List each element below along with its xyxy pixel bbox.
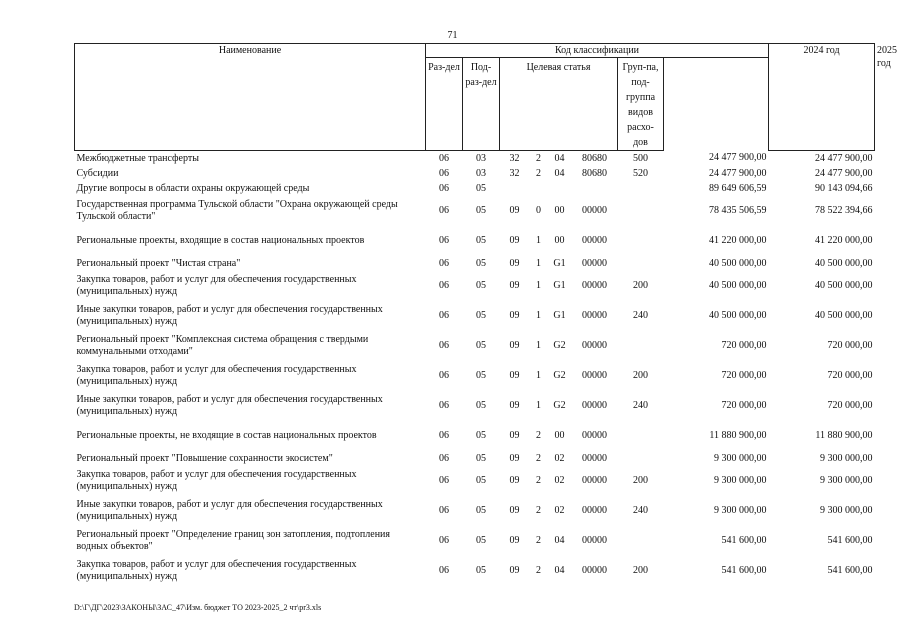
row-target-code xyxy=(572,181,618,196)
row-razdel: 06 xyxy=(439,340,449,351)
row-amount-2024: 11 880 900,00 xyxy=(709,430,767,441)
row-amount-2025: 720 000,00 xyxy=(827,400,873,411)
row-target-subprogram: 1 xyxy=(536,235,541,246)
row-target-program: 09 xyxy=(509,257,520,269)
row-name: Закупка товаров, работ и услуг для обеспечения государственных (муниципальных) нужд xyxy=(76,364,357,387)
row-amount-2024: 541 600,00 xyxy=(721,565,767,576)
row-target-event: G2 xyxy=(553,400,566,411)
row-name: Закупка товаров, работ и услуг для обеспечения государственных (муниципальных) нужд xyxy=(76,274,357,297)
row-target-code: 00000 xyxy=(582,452,607,464)
row-target-subprogram: 2 xyxy=(536,505,541,516)
table-row xyxy=(75,181,875,196)
row-podrazdel: 05 xyxy=(476,340,486,351)
row-podrazdel: 05 xyxy=(476,310,486,321)
row-target-subprogram xyxy=(530,181,548,196)
row-target-program: 09 xyxy=(509,310,520,321)
row-razdel: 06 xyxy=(439,182,449,194)
row-name: Иные закупки товаров, работ и услуг для обеспечения государственных (муниципальных) нужд xyxy=(76,304,383,327)
row-razdel: 06 xyxy=(439,205,449,216)
row-amount-2025: 9 300 000,00 xyxy=(820,452,873,464)
row-podrazdel: 05 xyxy=(476,430,486,441)
row-amount-2024: 9 300 000,00 xyxy=(714,452,767,464)
row-amount-2025: 541 600,00 xyxy=(827,565,873,576)
table-body xyxy=(75,151,875,587)
row-amount-2024: 24 477 900,00 xyxy=(709,152,767,164)
row-expense-group xyxy=(618,421,664,451)
row-razdel: 06 xyxy=(439,235,449,246)
row-target-subprogram: 1 xyxy=(536,257,541,269)
header-name: Наименование xyxy=(75,44,426,151)
row-name: Закупка товаров, работ и услуг для обеспечения государственных (муниципальных) нужд xyxy=(76,469,357,492)
row-target-event xyxy=(548,181,572,196)
row-target-program: 09 xyxy=(509,452,520,464)
table-row xyxy=(75,166,875,181)
row-expense-group: 200 xyxy=(633,475,648,486)
row-target-event: 00 xyxy=(554,235,565,246)
row-amount-2025: 720 000,00 xyxy=(827,340,873,351)
page-number: 71 xyxy=(447,30,458,41)
row-target-program: 09 xyxy=(509,430,520,441)
row-name: Государственная программа Тульской области "Охрана окружающей среды Тульской области" xyxy=(76,199,398,222)
file-path-footer: D:\Г\ДГ\2023\ЗАКОНЫ\ЗАС_47\Изм. бюджет ТО 2023-2025_2 чт\pr3.xls xyxy=(74,603,322,612)
budget-table: Наименование Код классификации 2024 год 2025 год Раз-дел Под-раз-дел Целевая статья Груп-па, под-группа видов расхо-дов Межбюджетные трансферты 06 03 32 2 04 80680 500 24 477 900,00 24 477 900,00 Субсидии 06 03 32 2 04 80680 520 24 477 900,00 24 477 900,00 Другие вопросы в области охраны окружающей среды 06 05 89 649 606,59 90 143 094,66 Государственная программа Тульской области "Охрана окружающей среды Тульской области" 06 05 09 0 00 00000 78 435 506,59 78 522 394,66 Региональные проекты, входящие в состав национальных проектов 06 05 09 1 00 00000 41 220 000,00 41 220 000,00 Региональный проект "Чистая страна" 06 05 09 1 G1 00000 40 500 000,00 40 500 000,00 Закупка товаров, работ и услуг для обеспечения государственных (муниципальных) нужд 06 05 09 1 G1 00000 200 40 500 000,00 40 500 000,00 Иные закупки товаров, работ и услуг для обеспечения государственных (муниципальных) нужд 06 05 09 1 G1 00000 240 40 500 000,00 40 500 000,00 Региональный проект "Комплексная система обращения с твердыми коммунальными отходами" 06 05 09 1 G2 00000 720 000,00 720 000,00 Закупка товаров, работ и услуг для обеспечения государственных (муниципальных) нужд 06 05 09 1 G2 00000 200 720 000,00 720 000,00 Иные закупки товаров, работ и услуг для обеспечения государственных (муниципальных) нужд 06 05 09 1 G2 00000 240 720 000,00 720 000,00 Региональные проекты, не входящие в состав национальных проектов 06 05 09 2 00 00000 11 880 900,00 11 880 900,00 Региональный проект "Повышение сохранности экосистем" 06 05 09 2 02 00000 9 300 000,00 9 300 000,00 Закупка товаров, работ и услуг для обеспечения государственных (муниципальных) нужд 06 05 09 2 02 00000 200 9 300 000,00 9 300 000,00 Иные закупки товаров, работ и услуг для обеспечения государственных (муниципальных) нужд 06 05 09 2 02 00000 240 9 300 000,00 9 300 000,00 Региональный проект "Определение границ зон затопления, подтопления водных объектов" 06 05 09 2 04 00000 541 600,00 541 600,00 Закупка товаров, работ и услуг для обеспечения государственных (муниципальных) нужд 06 05 09 2 04 00000 200 541 600,00 541 600,00 xyxy=(74,43,875,586)
row-target-code: 00000 xyxy=(582,430,607,441)
table-row xyxy=(75,466,875,496)
row-name: Региональный проект "Повышение сохранности экосистем" xyxy=(76,452,333,464)
row-target-program: 09 xyxy=(509,535,520,546)
row-amount-2024: 720 000,00 xyxy=(721,400,767,411)
row-podrazdel: 05 xyxy=(476,182,486,194)
row-target-code: 00000 xyxy=(582,370,607,381)
row-amount-2025: 40 500 000,00 xyxy=(815,310,873,321)
row-target-code: 80680 xyxy=(582,152,607,164)
row-target-code: 00000 xyxy=(582,475,607,486)
header-podrazdel: Под-раз-дел xyxy=(463,58,500,151)
row-target-subprogram: 2 xyxy=(536,167,541,179)
row-amount-2025: 24 477 900,00 xyxy=(815,167,873,179)
row-name: Субсидии xyxy=(76,167,119,179)
row-target-subprogram: 2 xyxy=(536,475,541,486)
row-target-code: 00000 xyxy=(582,310,607,321)
table-row xyxy=(75,196,875,226)
row-expense-group: 200 xyxy=(633,565,648,576)
row-expense-group xyxy=(618,196,664,226)
row-name: Региональный проект "Определение границ зон затопления, подтопления водных объектов" xyxy=(76,529,391,552)
row-razdel: 06 xyxy=(439,452,449,464)
row-target-subprogram: 1 xyxy=(536,370,541,381)
row-amount-2025: 720 000,00 xyxy=(827,370,873,381)
row-expense-group: 500 xyxy=(633,152,648,164)
row-target-subprogram: 1 xyxy=(536,310,541,321)
row-target-code: 80680 xyxy=(582,167,607,179)
table-row xyxy=(75,271,875,301)
row-podrazdel: 05 xyxy=(476,475,486,486)
row-razdel: 06 xyxy=(439,505,449,516)
row-expense-group: 240 xyxy=(633,310,648,321)
row-target-program: 09 xyxy=(509,235,520,246)
row-target-subprogram: 1 xyxy=(536,400,541,411)
row-target-subprogram: 2 xyxy=(536,430,541,441)
row-podrazdel: 05 xyxy=(476,235,486,246)
row-amount-2025: 78 522 394,66 xyxy=(815,205,873,216)
row-name: Региональный проект "Комплексная система обращения с твердыми коммунальными отходами" xyxy=(76,334,369,357)
row-amount-2024: 541 600,00 xyxy=(721,535,767,546)
row-target-subprogram: 0 xyxy=(536,205,541,216)
row-name: Региональные проекты, не входящие в состав национальных проектов xyxy=(76,430,377,441)
row-name: Другие вопросы в области охраны окружающей среды xyxy=(76,182,310,194)
row-amount-2024: 40 500 000,00 xyxy=(709,310,767,321)
row-podrazdel: 05 xyxy=(476,452,486,464)
row-podrazdel: 05 xyxy=(476,370,486,381)
row-target-code: 00000 xyxy=(582,565,607,576)
row-target-program: 09 xyxy=(509,340,520,351)
row-razdel: 06 xyxy=(439,430,449,441)
table-row xyxy=(75,226,875,256)
row-target-code: 00000 xyxy=(582,340,607,351)
row-target-program: 09 xyxy=(509,565,520,576)
row-podrazdel: 05 xyxy=(476,505,486,516)
table-row xyxy=(75,526,875,556)
row-amount-2024: 40 500 000,00 xyxy=(709,280,767,291)
row-amount-2024: 40 500 000,00 xyxy=(709,257,767,269)
row-target-event: G2 xyxy=(553,340,566,351)
row-expense-group: 520 xyxy=(633,167,648,179)
row-target-program: 32 xyxy=(509,152,520,164)
row-target-program: 09 xyxy=(509,400,520,411)
row-name: Иные закупки товаров, работ и услуг для обеспечения государственных (муниципальных) нужд xyxy=(76,499,383,522)
row-target-event: 02 xyxy=(554,452,565,464)
row-razdel: 06 xyxy=(439,475,449,486)
row-amount-2024: 89 649 606,59 xyxy=(709,182,767,194)
row-target-event: G1 xyxy=(553,280,566,291)
row-target-subprogram: 1 xyxy=(536,280,541,291)
row-target-program: 32 xyxy=(509,167,520,179)
row-podrazdel: 05 xyxy=(476,257,486,269)
row-target-program: 09 xyxy=(509,475,520,486)
row-expense-group: 200 xyxy=(633,370,648,381)
header-classification: Код классификации xyxy=(426,44,769,58)
table-row xyxy=(75,301,875,331)
row-target-event: 00 xyxy=(554,205,565,216)
row-podrazdel: 05 xyxy=(476,400,486,411)
row-amount-2025: 24 477 900,00 xyxy=(815,152,873,164)
row-target-code: 00000 xyxy=(582,505,607,516)
row-target-subprogram: 2 xyxy=(536,152,541,164)
table-row xyxy=(75,391,875,421)
row-razdel: 06 xyxy=(439,167,449,179)
row-razdel: 06 xyxy=(439,535,449,546)
row-target-subprogram: 2 xyxy=(536,452,541,464)
row-expense-group: 240 xyxy=(633,400,648,411)
row-target-event: 04 xyxy=(554,167,565,179)
row-expense-group: 200 xyxy=(633,280,648,291)
row-podrazdel: 03 xyxy=(476,152,486,164)
row-target-code: 00000 xyxy=(582,235,607,246)
row-target-program: 09 xyxy=(509,370,520,381)
row-target-code: 00000 xyxy=(582,280,607,291)
row-amount-2024: 78 435 506,59 xyxy=(709,205,767,216)
row-amount-2025: 41 220 000,00 xyxy=(815,235,873,246)
table-row xyxy=(75,496,875,526)
row-razdel: 06 xyxy=(439,152,449,164)
row-name: Закупка товаров, работ и услуг для обеспечения государственных (муниципальных) нужд xyxy=(76,559,357,582)
row-target-event: G1 xyxy=(553,257,566,269)
table-row xyxy=(75,331,875,361)
row-target-event: 04 xyxy=(554,565,565,576)
row-podrazdel: 05 xyxy=(476,205,486,216)
row-target-code: 00000 xyxy=(582,257,607,269)
table-row xyxy=(75,451,875,466)
row-podrazdel: 05 xyxy=(476,565,486,576)
row-expense-group xyxy=(618,226,664,256)
row-target-event: 02 xyxy=(554,505,565,516)
row-amount-2024: 41 220 000,00 xyxy=(709,235,767,246)
row-amount-2024: 24 477 900,00 xyxy=(709,167,767,179)
row-podrazdel: 05 xyxy=(476,535,486,546)
table-row xyxy=(75,151,875,167)
row-target-event: 04 xyxy=(554,535,565,546)
row-target-code: 00000 xyxy=(582,205,607,216)
table-row xyxy=(75,361,875,391)
row-expense-group: 240 xyxy=(633,505,648,516)
header-target-article: Целевая статья xyxy=(500,58,618,151)
row-target-program: 09 xyxy=(509,280,520,291)
row-amount-2024: 720 000,00 xyxy=(721,340,767,351)
table-row xyxy=(75,256,875,271)
table-row xyxy=(75,421,875,451)
header-year-2024: 2024 год xyxy=(769,44,875,151)
row-target-subprogram: 2 xyxy=(536,535,541,546)
row-name: Региональный проект "Чистая страна" xyxy=(76,257,241,269)
row-name: Иные закупки товаров, работ и услуг для обеспечения государственных (муниципальных) нужд xyxy=(76,394,383,417)
row-expense-group xyxy=(618,331,664,361)
row-expense-group xyxy=(618,526,664,556)
row-target-code: 00000 xyxy=(582,400,607,411)
row-podrazdel: 05 xyxy=(476,280,486,291)
row-amount-2025: 9 300 000,00 xyxy=(820,505,873,516)
row-razdel: 06 xyxy=(439,310,449,321)
row-razdel: 06 xyxy=(439,280,449,291)
table-row xyxy=(75,556,875,586)
row-razdel: 06 xyxy=(439,400,449,411)
row-target-event: 02 xyxy=(554,475,565,486)
row-target-program xyxy=(500,181,530,196)
row-expense-group xyxy=(618,451,664,466)
row-amount-2025: 11 880 900,00 xyxy=(815,430,873,441)
row-target-program: 09 xyxy=(509,505,520,516)
row-expense-group xyxy=(618,256,664,271)
row-razdel: 06 xyxy=(439,257,449,269)
row-amount-2025: 40 500 000,00 xyxy=(815,280,873,291)
row-amount-2025: 90 143 094,66 xyxy=(815,182,873,194)
row-podrazdel: 03 xyxy=(476,167,486,179)
row-target-event: 00 xyxy=(554,430,565,441)
row-target-subprogram: 2 xyxy=(536,565,541,576)
row-name: Региональные проекты, входящие в состав национальных проектов xyxy=(76,235,365,246)
row-razdel: 06 xyxy=(439,370,449,381)
row-amount-2025: 40 500 000,00 xyxy=(815,257,873,269)
row-target-subprogram: 1 xyxy=(536,340,541,351)
row-amount-2024: 9 300 000,00 xyxy=(714,505,767,516)
row-target-event: G2 xyxy=(553,370,566,381)
header-razdel: Раз-дел xyxy=(426,58,463,151)
row-expense-group xyxy=(618,181,664,196)
row-target-event: 04 xyxy=(554,152,565,164)
row-name: Межбюджетные трансферты xyxy=(76,152,199,164)
header-expense-group: Груп-па, под-группа видов расхо-дов xyxy=(618,58,664,151)
row-amount-2024: 9 300 000,00 xyxy=(714,475,767,486)
row-target-program: 09 xyxy=(509,205,520,216)
row-amount-2024: 720 000,00 xyxy=(721,370,767,381)
row-target-event: G1 xyxy=(553,310,566,321)
row-razdel: 06 xyxy=(439,565,449,576)
row-target-code: 00000 xyxy=(582,535,607,546)
row-amount-2025: 9 300 000,00 xyxy=(820,475,873,486)
row-amount-2025: 541 600,00 xyxy=(827,535,873,546)
